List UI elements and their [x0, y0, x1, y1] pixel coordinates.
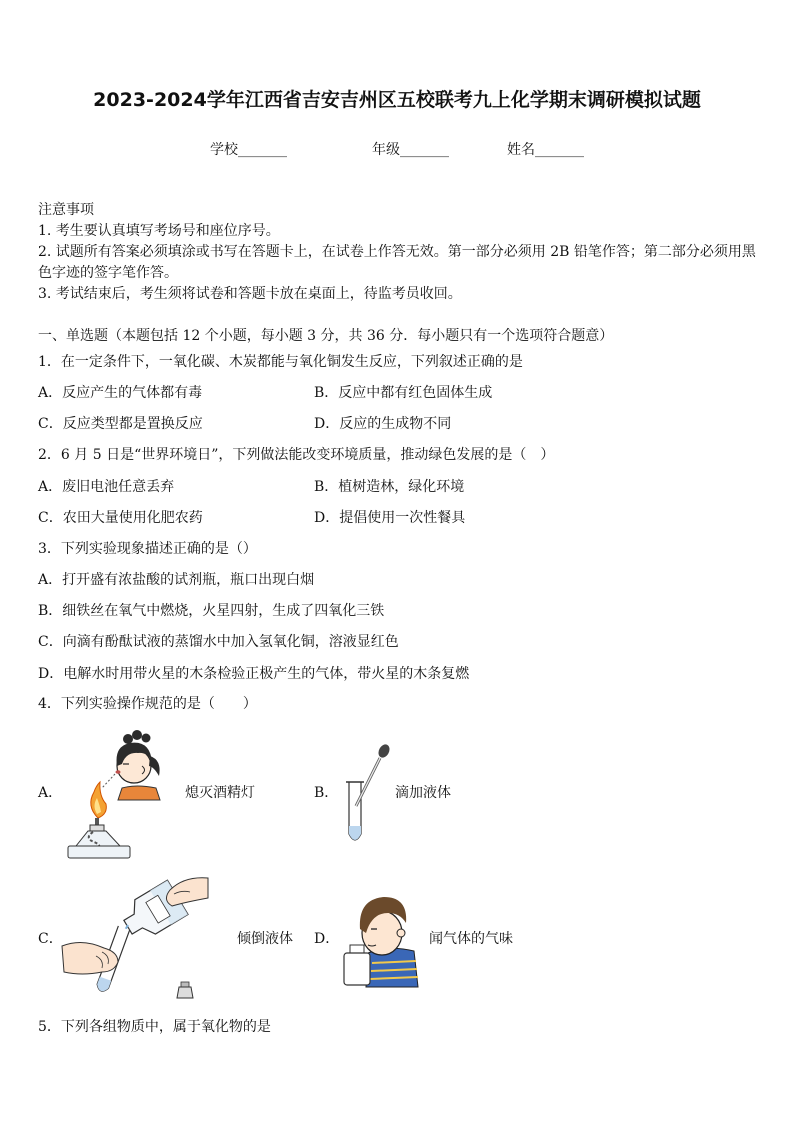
note-line: 3. 考试结束后，考生须将试卷和答题卡放在桌面上，待监考员收回。 — [38, 286, 462, 302]
question-1-option-b: B．反应中都有红色固体生成 — [314, 385, 493, 401]
note-line: 1. 考生要认真填写考场号和座位序号。 — [38, 223, 280, 239]
question-1-option-a: A．反应产生的气体都有毒 — [38, 385, 203, 401]
note-line: 2. 试题所有答案必须填涂或书写在答题卡上，在试卷上作答无效。第一部分必须用 2B 铅笔作答；第二部分必须用黑 — [38, 244, 756, 260]
question-4-option-a-label: A． — [38, 785, 63, 801]
student-figure — [116, 730, 161, 800]
note-line: 色字迹的签字笔作答。 — [38, 265, 178, 281]
notes-heading: 注意事项 — [38, 202, 94, 218]
question-2-option-a: A．废旧电池任意丢弃 — [38, 479, 175, 495]
question-3-option-d: D．电解水时用带火星的木条检验正极产生的气体，带火星的木条复燃 — [38, 666, 470, 682]
grade-field: 年级_______ — [372, 142, 449, 158]
smell-gas-illustration — [338, 893, 420, 987]
pour-liquid-illustration — [62, 876, 210, 1002]
dropper — [356, 742, 392, 806]
test-tube — [346, 782, 364, 840]
question-1-option-d: D．反应的生成物不同 — [314, 416, 452, 432]
gas-bottle — [344, 945, 370, 985]
question-2-stem: 2．6 月 5 日是“世界环境日”，下列做法能改变环境质量，推动绿色发展的是（ ） — [38, 447, 555, 463]
question-5-stem: 5．下列各组物质中，属于氧化物的是 — [38, 1019, 271, 1035]
left-hand — [62, 942, 118, 974]
question-3-option-b: B．细铁丝在氧气中燃烧，火星四射，生成了四氧化三铁 — [38, 603, 385, 619]
question-4-option-a-caption: 熄灭酒精灯 — [185, 785, 255, 801]
question-2-option-b: B．植树造林，绿化环境 — [314, 479, 465, 495]
question-3-option-c: C．向滴有酚酞试液的蒸馏水中加入氢氧化铜，溶液显红色 — [38, 634, 399, 650]
bottle-stopper — [177, 982, 193, 998]
school-field: 学校_______ — [210, 142, 287, 158]
section-heading: 一、单选题（本题包括 12 个小题，每小题 3 分，共 36 分．每小题只有一个选项符合题意） — [38, 328, 614, 344]
question-4-option-d-caption: 闻气体的气味 — [429, 931, 513, 947]
question-4-option-c-label: C． — [38, 931, 63, 947]
question-2-option-c: C．农田大量使用化肥农药 — [38, 510, 203, 526]
question-4-option-c-caption: 倾倒液体 — [237, 931, 293, 947]
name-field: 姓名_______ — [507, 142, 584, 158]
question-1-stem: 1．在一定条件下，一氧化碳、木炭都能与氧化铜发生反应，下列叙述正确的是 — [38, 354, 523, 370]
question-4-stem: 4．下列实验操作规范的是（ ） — [38, 696, 257, 712]
question-3-option-a: A．打开盛有浓盐酸的试剂瓶，瓶口出现白烟 — [38, 572, 315, 588]
add-liquid-illustration — [340, 744, 398, 848]
question-4-option-d-label: D． — [314, 931, 340, 947]
question-4-option-b-caption: 滴加液体 — [395, 785, 451, 801]
extinguish-lamp-illustration — [62, 726, 162, 866]
page-title: 2023-2024学年江西省吉安吉州区五校联考九上化学期末调研模拟试题 — [93, 89, 701, 111]
right-hand — [166, 878, 208, 906]
question-1-option-c: C．反应类型都是置换反应 — [38, 416, 203, 432]
question-4-option-b-label: B． — [314, 785, 339, 801]
question-3-stem: 3．下列实验现象描述正确的是（） — [38, 541, 257, 557]
question-2-option-d: D．提倡使用一次性餐具 — [314, 510, 466, 526]
